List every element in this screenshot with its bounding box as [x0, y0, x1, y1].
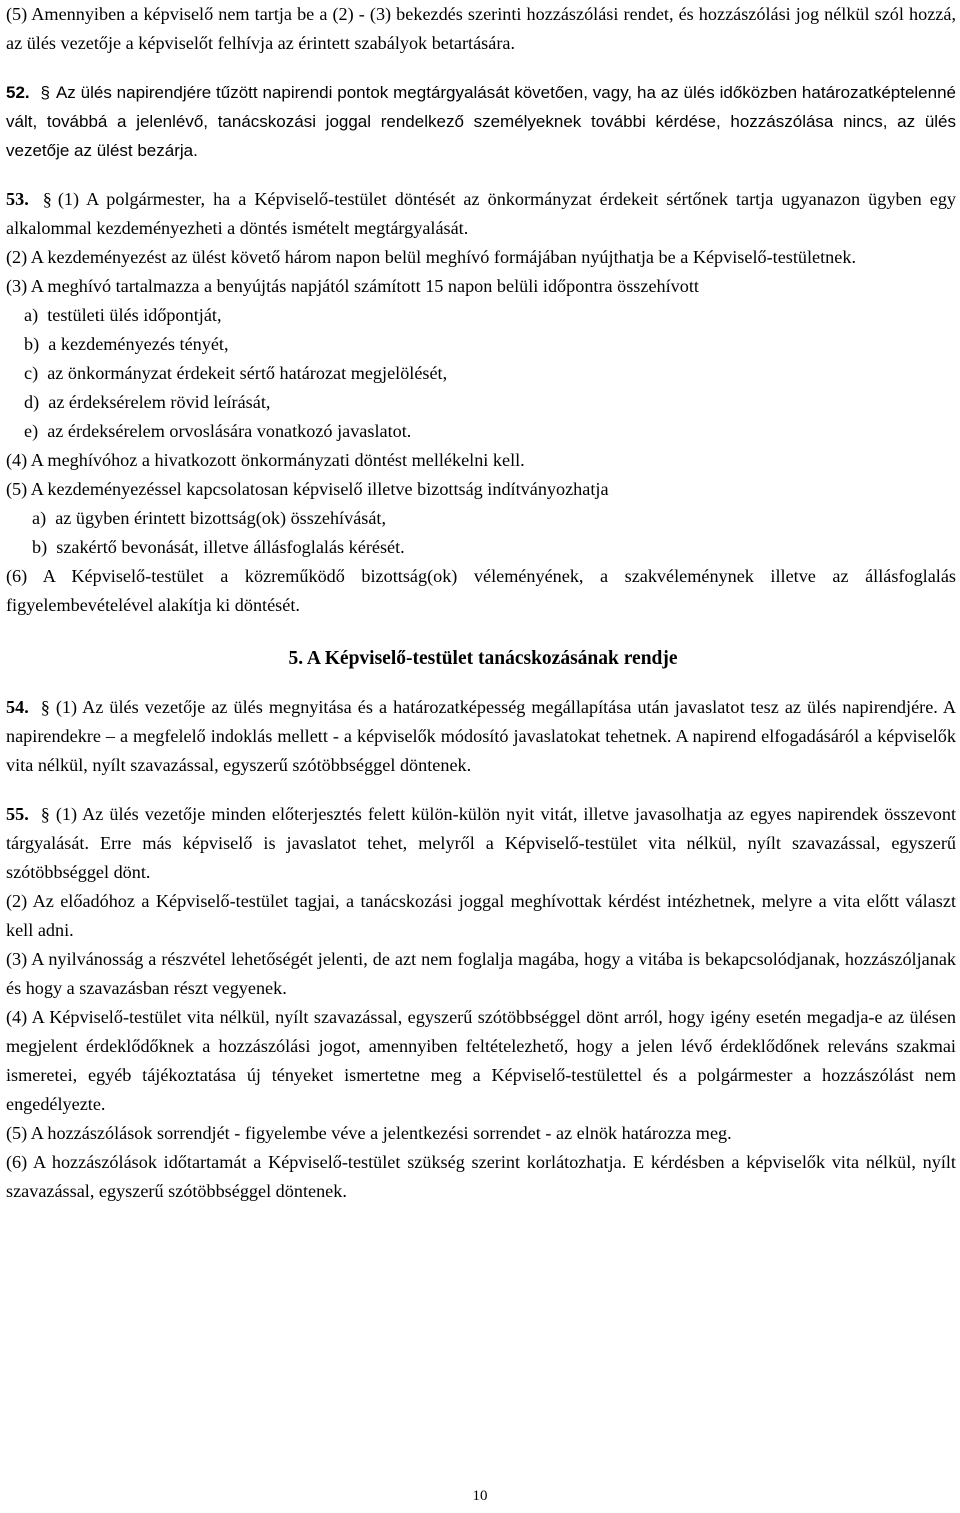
- paragraph-55-subsection-2: (2) Az előadóhoz a Képviselő-testület tagjai, a tanácskozási joggal meghívottak kérdést intézhetnek, melyre a vita előtt választ kell adni.: [6, 891, 956, 940]
- list-item: b) szakértő bevonását, illetve állásfoglalás kérését.: [32, 537, 405, 557]
- paragraph-52: [6, 78, 956, 165]
- list-item: a) testületi ülés időpontját,: [24, 305, 222, 325]
- list-item: a) az ügyben érintett bizottság(ok) összehívását,: [32, 508, 387, 528]
- list-item: b) a kezdeményezés tényét,: [24, 334, 229, 354]
- paragraph-55-subsection-6: (6) A hozzászólások időtartamát a Képviselő-testület szükség szerint korlátozhatja. E kérdésben a képviselők vita nélkül, nyílt szavazással, egyszerű szótöbbséggel döntenek.: [6, 1152, 956, 1201]
- paragraph-53-subsection-1: (1) A polgármester, ha a Képviselő-testület döntését az önkormányzat érdekeit sértőnek tartja ugyanazon ügyben egy alkalommal kezdeményezheti a döntés ismételt megtárgyalását.: [6, 189, 957, 238]
- paragraph-53-subsection-5-list: [6, 504, 956, 562]
- paragraph-53-number: 53.: [6, 189, 29, 209]
- paragraph-intro-text: (5) Amennyiben a képviselő nem tartja be a (2) - (3) bekezdés szerinti hozzászólási rendet, és hozzászólási jog nélkül szól hozzá, az ülés vezetője a képviselőt felhívja az érintett szabályok betartására.: [6, 4, 956, 53]
- paragraph-55-subsection-5: (5) A hozzászólások sorrendjét - figyelembe véve a jelentkezési sorrendet - az elnök határozza meg.: [6, 1123, 732, 1143]
- paragraph-53-subsection-3: (3) A meghívó tartalmazza a benyújtás napjától számított 15 napon belüli időpontra összehívott: [6, 276, 699, 296]
- paragraph-53-subsection-4: (4) A meghívóhoz a hivatkozott önkormányzati döntést mellékelni kell.: [6, 450, 525, 470]
- chapter-heading: 5. A Képviselő-testület tanácskozásának rendje: [288, 648, 678, 669]
- paragraph-55-subsection-3: (3) A nyilvánosság a részvétel lehetőségét jelenti, de azt nem foglalja magába, hogy a vitába is bekapcsolódjanak, hozzászóljanak és hogy a szavazásban részt vegyenek.: [6, 949, 956, 998]
- section-sign-icon: §: [40, 804, 50, 824]
- paragraph-53-subsection-6: (6) A Képviselő-testület a közreműködő bizottság(ok) véleményének, a szakvéleménynek illetve az állásfoglalás figyelembevételével alakítja ki döntését.: [6, 566, 956, 615]
- list-item: c) az önkormányzat érdekeit sértő határozat megjelölését,: [24, 363, 448, 383]
- section-sign-icon: §: [40, 697, 50, 717]
- document-page: [6, 0, 956, 1206]
- paragraph-55: [6, 800, 956, 887]
- paragraph-52-number: 52.: [6, 83, 30, 102]
- paragraph-53-subsection-3-list: [6, 301, 956, 446]
- paragraph-intro: [6, 0, 956, 58]
- paragraph-53: [6, 185, 956, 243]
- section-sign-icon: §: [42, 189, 52, 209]
- paragraph-54-number: 54.: [6, 697, 29, 717]
- paragraph-55-subsection-4: (4) A Képviselő-testület vita nélkül, nyílt szavazással, egyszerű szótöbbséggel dönt arról, hogy igény esetén megadja-e az ülésen megjelent érdeklődőknek a hozzászólási jogot, amennyiben feltételezhető, hogy a jelen lévő érdeklődőnek releváns szakmai ismeretei, egyéb tájékoztatása új tényeket ismertetne meg a Képviselő-testülettel és a polgármester a hozzászólást nem engedélyezte.: [6, 1007, 956, 1114]
- list-item: e) az érdeksérelem orvoslására vonatkozó javaslatot.: [24, 421, 412, 441]
- paragraph-55-subsection-1: (1) Az ülés vezetője minden előterjesztés felett külön-külön nyit vitát, illetve javasolhatja az egyes napirendek összevont tárgyalását. Erre más képviselő is javaslatot tehet, melyről a Képviselő-testület vita nélkül, nyílt szavazással, egyszerű szótöbbséggel dönt.: [6, 804, 957, 882]
- paragraph-54-text: (1) Az ülés vezetője az ülés megnyitása és a határozatképesség megállapítása után javaslatot tesz az ülés napirendjére. A napirendekre – a megfelelő indoklás mellett - a képviselők módosító javaslatokat tehetnek. A napirend elfogadásáról a képviselők vita nélkül, nyílt szavazással, egyszerű szótöbbséggel döntenek.: [6, 697, 956, 775]
- list-item: d) az érdeksérelem rövid leírását,: [24, 392, 271, 412]
- paragraph-55-number: 55.: [6, 804, 29, 824]
- section-sign-icon: §: [40, 83, 50, 102]
- paragraph-54: [6, 693, 956, 780]
- paragraph-53-subsection-2: (2) A kezdeményezést az ülést követő három napon belül meghívó formájában nyújthatja be a Képviselő-testületnek.: [6, 247, 856, 267]
- paragraph-53-subsection-5: (5) A kezdeményezéssel kapcsolatosan képviselő illetve bizottság indítványozhatja: [6, 479, 609, 499]
- page-number: 10: [472, 1488, 488, 1504]
- paragraph-52-text: Az ülés napirendjére tűzött napirendi pontok megtárgyalását követően, vagy, ha az ülés időközben határozatképtelenné vált, továbbá a jelenlévő, tanácskozási joggal rendelkező személyeknek további kérdése, hozzászólása nincs, az ülés vezetője az ülést bezárja.: [6, 83, 956, 160]
